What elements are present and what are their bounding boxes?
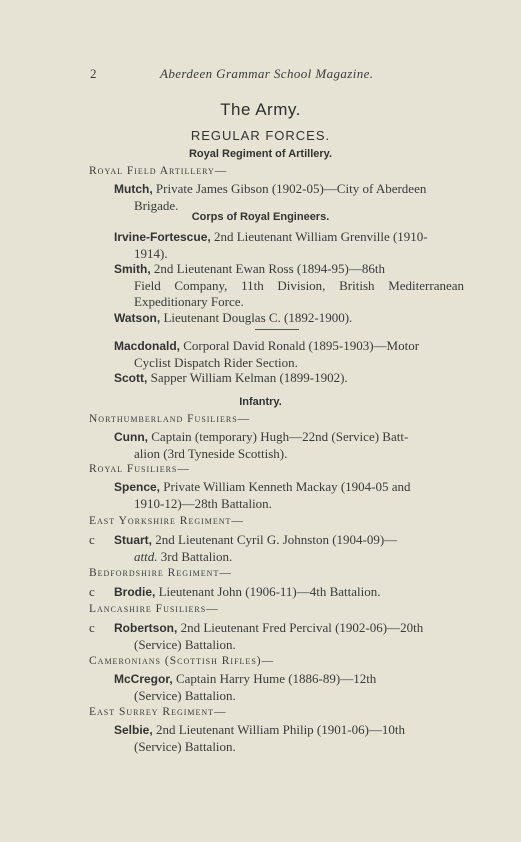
- regular-forces-heading: REGULAR FORCES.: [190, 128, 331, 143]
- entry-name: Macdonald,: [114, 339, 181, 353]
- entry-text: 2nd Lieutenant Fred Percival (1902-06)—20th: [177, 620, 424, 635]
- running-header: [0, 66, 521, 86]
- entry-marker: c: [89, 584, 95, 599]
- entry-name: Scott,: [114, 371, 148, 385]
- entry-macdonald: [114, 338, 464, 371]
- entry-name: Brodie,: [114, 585, 156, 599]
- magazine-title: Aberdeen Grammar School Magazine.: [160, 66, 374, 81]
- entry-spence: [114, 479, 464, 512]
- entry-name: Mutch,: [114, 182, 153, 196]
- entry-continuation: alion (3rd Tyneside Scottish).: [134, 445, 288, 461]
- entry-continuation: Field Company, 11th Division, British Mediterranean Expeditionary Force.: [134, 277, 464, 309]
- entry-name: Smith,: [114, 262, 151, 276]
- entry-mccregor: [114, 671, 464, 704]
- entry-text: Captain (temporary) Hugh—22nd (Service) Batt-: [148, 429, 409, 444]
- entry-continuation: Brigade.: [134, 197, 179, 213]
- entry-mutch: [114, 181, 464, 214]
- entry-robertson: [114, 620, 464, 653]
- entry-continuation: 1914).: [134, 245, 168, 261]
- entry-continuation: Cyclist Dispatch Rider Section.: [134, 354, 298, 370]
- entry-name: Irvine-Fortescue,: [114, 230, 211, 244]
- entry-smith: [114, 261, 464, 311]
- entry-text: 2nd Lieutenant Ewan Ross (1894-95)—86th: [150, 261, 385, 276]
- regiment-northumberland-fusiliers: Northumberland Fusiliers—: [89, 413, 251, 425]
- regiment-cameronians: Cameronians (Scottish Rifles)—: [89, 655, 275, 667]
- entry-continuation: 1910-12)—28th Battalion.: [134, 495, 272, 511]
- entry-text: Private William Kenneth Mackay (1904-05 and: [160, 479, 411, 494]
- artillery-heading: Royal Regiment of Artillery.: [188, 148, 333, 160]
- entry-name: McCregor,: [114, 672, 173, 686]
- entry-text: 2nd Lieutenant William Philip (1901-06)—10th: [152, 722, 406, 737]
- entry-continuation: (Service) Battalion.: [134, 687, 236, 703]
- entry-stuart: [114, 532, 464, 565]
- page-title: The Army.: [220, 100, 301, 119]
- entry-watson: [114, 310, 464, 327]
- entry-selbie: [114, 722, 464, 755]
- entry-text: Lieutenant John (1906-11)—4th Battalion.: [155, 584, 381, 599]
- entry-marker: c: [89, 620, 95, 635]
- infantry-heading: Infantry.: [239, 396, 282, 408]
- entry-name: Cunn,: [114, 430, 148, 444]
- entry-text: 2nd Lieutenant Cyril G. Johnston (1904-09)—: [152, 532, 398, 547]
- regiment-lancashire-fusiliers: Lancashire Fusiliers—: [89, 603, 219, 615]
- entry-name: Selbie,: [114, 723, 153, 737]
- regiment-east-yorkshire: East Yorkshire Regiment—: [89, 515, 244, 527]
- engineers-heading: Corps of Royal Engineers.: [191, 211, 330, 223]
- entry-continuation: (Service) Battalion.: [134, 636, 236, 652]
- entry-marker: c: [89, 532, 95, 547]
- entry-text: Corporal David Ronald (1895-1903)—Motor: [180, 338, 420, 353]
- entry-scott: [114, 370, 464, 387]
- entry-continuation: (Service) Battalion.: [134, 738, 236, 754]
- entry-text: Sapper William Kelman (1899-1902).: [147, 370, 348, 385]
- entry-name: Watson,: [114, 311, 161, 325]
- entry-name: Stuart,: [114, 533, 153, 547]
- entry-text: Private James Gibson (1902-05)—City of Aberdeen: [152, 181, 427, 196]
- entry-text: Captain Harry Hume (1886-89)—12th: [172, 671, 377, 686]
- page-number: 2: [90, 66, 97, 81]
- regiment-bedfordshire: Bedfordshire Regiment—: [89, 567, 232, 579]
- entry-continuation: attd. 3rd Battalion.: [134, 548, 233, 564]
- regiment-royal-field-artillery: Royal Field Artillery—: [89, 165, 228, 177]
- entry-name: Spence,: [114, 480, 161, 494]
- entry-irvine-fortescue: [114, 229, 464, 262]
- section-divider: [255, 329, 299, 330]
- attached-abbrev: attd.: [134, 548, 158, 564]
- entry-name: Robertson,: [114, 621, 178, 635]
- regiment-east-surrey: East Surrey Regiment—: [89, 706, 227, 718]
- entry-cunn: [114, 429, 464, 462]
- entry-text: 2nd Lieutenant William Grenville (1910-: [210, 229, 428, 244]
- entry-brodie: [114, 584, 464, 601]
- regiment-royal-fusiliers: Royal Fusiliers—: [89, 463, 190, 475]
- entry-text: Lieutenant Douglas C. (1892-1900).: [160, 310, 353, 325]
